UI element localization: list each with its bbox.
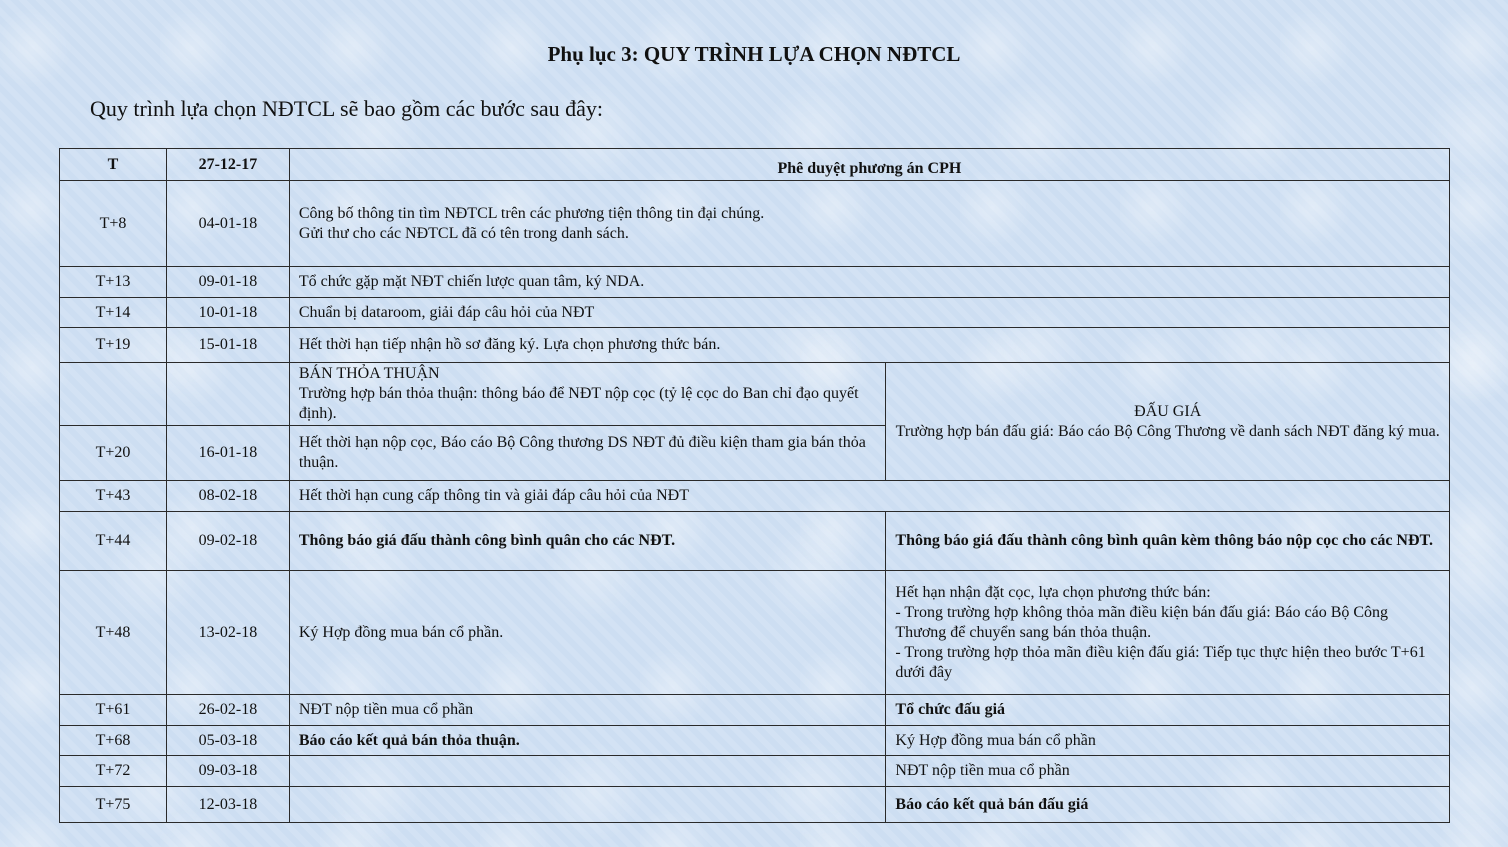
negotiated-sale-cell: BÁN THỎA THUẬN Trường hợp bán thỏa thuận: thông báo để NĐT nộp cọc (tỷ lệ cọc do Ban chỉ đạo quyết định).	[289, 363, 886, 426]
table-row	[60, 181, 1450, 267]
row-step: T+19	[60, 328, 167, 363]
row-step: T+44	[60, 512, 167, 571]
row-date: 09-03-18	[166, 756, 289, 787]
row-step: T+72	[60, 756, 167, 787]
row-date: 05-03-18	[166, 726, 289, 756]
row-date-empty	[166, 363, 289, 426]
row-step: T+43	[60, 481, 167, 512]
row-right: Hết hạn nhận đặt cọc, lựa chọn phương thức bán: - Trong trường hợp không thỏa mãn điều kiện bán đấu giá: Báo cáo Bộ Công Thương để chuyển sang bán thỏa thuận. - Trong trường hợp thỏa mãn điều kiện đấu giá: Tiếp tục thực hiện theo bước T+61 dưới đây	[886, 571, 1450, 695]
table-row	[60, 481, 1450, 512]
row-step: T+75	[60, 787, 167, 823]
row-date: 04-01-18	[166, 181, 289, 267]
table-header-row	[60, 149, 1450, 181]
row-right: NĐT nộp tiền mua cổ phần	[886, 756, 1450, 787]
row-date: 09-02-18	[166, 512, 289, 571]
row-step: T+14	[60, 298, 167, 328]
row-left: Báo cáo kết quả bán thỏa thuận.	[289, 726, 886, 756]
table-row	[60, 571, 1450, 695]
row-desc: Chuẩn bị dataroom, giải đáp câu hỏi của NĐT	[289, 298, 1449, 328]
row-desc: Tổ chức gặp mặt NĐT chiến lược quan tâm, ký NDA.	[289, 267, 1449, 298]
row-right: Báo cáo kết quả bán đấu giá	[886, 787, 1450, 823]
row-date: 16-01-18	[166, 426, 289, 481]
row-step: T+20	[60, 426, 167, 481]
schedule-table	[59, 148, 1450, 823]
row-left: Hết thời hạn nộp cọc, Báo cáo Bộ Công thương DS NĐT đủ điều kiện tham gia bán thỏa thuận.	[289, 426, 886, 481]
row-step: T+48	[60, 571, 167, 695]
table-row	[60, 267, 1450, 298]
row-date: 09-01-18	[166, 267, 289, 298]
table-row	[60, 756, 1450, 787]
header-desc: Phê duyệt phương án CPH	[289, 149, 1449, 181]
auction-cell: ĐẤU GIÁ Trường hợp bán đấu giá: Báo cáo Bộ Công Thương về danh sách NĐT đăng ký mua.	[886, 363, 1450, 481]
row-left	[289, 787, 886, 823]
row-right: Tổ chức đấu giá	[886, 695, 1450, 726]
row-right: Thông báo giá đấu thành công bình quân kèm thông báo nộp cọc cho các NĐT.	[886, 512, 1450, 571]
row-desc: Hết thời hạn tiếp nhận hồ sơ đăng ký. Lựa chọn phương thức bán.	[289, 328, 1449, 363]
row-date: 15-01-18	[166, 328, 289, 363]
row-step: T+8	[60, 181, 167, 267]
intro-text: Quy trình lựa chọn NĐTCL sẽ bao gồm các bước sau đây:	[90, 96, 604, 121]
row-step: T+13	[60, 267, 167, 298]
row-left: NĐT nộp tiền mua cổ phần	[289, 695, 886, 726]
row-step: T+68	[60, 726, 167, 756]
row-desc: Công bố thông tin tìm NĐTCL trên các phương tiện thông tin đại chúng. Gửi thư cho các NĐTCL đã có tên trong danh sách.	[289, 181, 1449, 267]
row-date: 13-02-18	[166, 571, 289, 695]
page-title: Phụ lục 3: QUY TRÌNH LỰA CHỌN NĐTCL	[547, 42, 961, 66]
row-date: 10-01-18	[166, 298, 289, 328]
table-row	[60, 695, 1450, 726]
row-step-empty	[60, 363, 167, 426]
header-t: T	[60, 149, 167, 181]
row-desc: Hết thời hạn cung cấp thông tin và giải đáp câu hỏi của NĐT	[289, 481, 1449, 512]
row-right: Ký Hợp đồng mua bán cổ phần	[886, 726, 1450, 756]
header-date: 27-12-17	[166, 149, 289, 181]
table-row	[60, 787, 1450, 823]
table-row	[60, 298, 1450, 328]
row-date: 08-02-18	[166, 481, 289, 512]
row-left: Thông báo giá đấu thành công bình quân cho các NĐT.	[289, 512, 886, 571]
row-date: 12-03-18	[166, 787, 289, 823]
row-left: Ký Hợp đồng mua bán cổ phần.	[289, 571, 886, 695]
table-row	[60, 328, 1450, 363]
row-step: T+61	[60, 695, 167, 726]
table-row	[60, 512, 1450, 571]
table-row	[60, 726, 1450, 756]
row-left	[289, 756, 886, 787]
row-date: 26-02-18	[166, 695, 289, 726]
table-row-split	[60, 363, 1450, 426]
